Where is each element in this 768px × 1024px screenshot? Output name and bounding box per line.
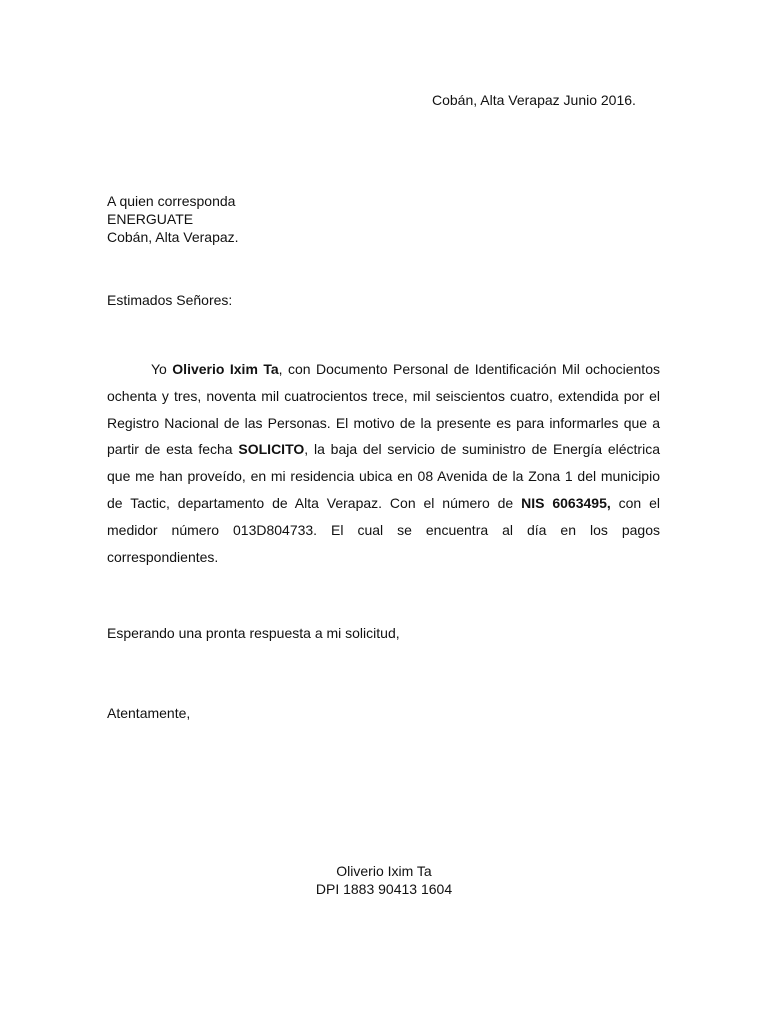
body-text-part-1: Yo bbox=[151, 361, 173, 377]
body-text-part-3: , la baja del servicio de suministro de Energía eléctrica que me han proveído, en mi residencia ubica en 08 Avenida de la Zona 1 del municipio de Tactic, departamento de Alta Verapaz. Con el número de bbox=[107, 441, 660, 511]
greeting: Estimados Señores: bbox=[107, 292, 233, 308]
recipient-line-3: Cobán, Alta Verapaz. bbox=[107, 229, 239, 245]
recipient-line-1: A quien corresponda bbox=[107, 193, 236, 209]
sender-name-bold: Oliverio Ixim Ta bbox=[172, 361, 279, 377]
closing-request: Esperando una pronta respuesta a mi solicitud, bbox=[107, 625, 400, 641]
signature-block bbox=[284, 862, 484, 898]
date-line: Cobán, Alta Verapaz Junio 2016. bbox=[432, 92, 636, 108]
body-paragraph bbox=[107, 356, 660, 570]
recipient-line-2: ENERGUATE bbox=[107, 211, 194, 227]
signature-name: Oliverio Ixim Ta bbox=[336, 863, 432, 879]
body-text-part-2: , con Documento Personal de Identificación Mil ochocientos ochenta y tres, noventa mil cuatrocientos trece, mil seiscientos cuatro, extendida por el Registro Nacional de las Personas. El motivo de la presente es para informarles que a partir de esta fecha bbox=[107, 361, 660, 458]
nis-number-bold: NIS 6063495, bbox=[521, 494, 611, 511]
recipient-block bbox=[107, 192, 239, 246]
closing-salutation: Atentamente, bbox=[107, 705, 191, 721]
signature-dpi: DPI 1883 90413 1604 bbox=[315, 881, 453, 897]
body-text-part-4: con el medidor número 013D804733. El cual se encuentra al día en los pagos correspondientes. bbox=[107, 494, 661, 565]
solicito-bold: SOLICITO bbox=[238, 441, 305, 458]
